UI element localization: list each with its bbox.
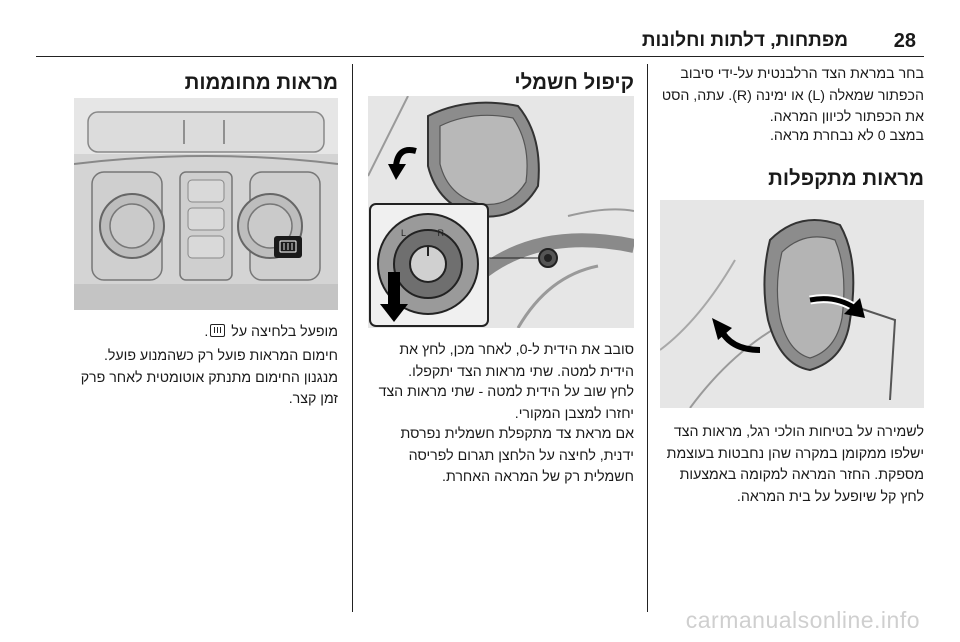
chapter-title: מפתחות, דלתות וחלונות xyxy=(641,30,848,51)
heated-mirror-controls-illustration xyxy=(74,98,338,310)
paragraph-manual-unfold: אם מראת צד מתקפלת חשמלית נפרסת ידנית, לחיצה על הלחצן תגרום לפריסה חשמלית רק של המראה האחרת. xyxy=(400,426,634,485)
paragraph-fold-instruction: סובב את הידית ל-0, לאחר מכן, לחץ את הידית למטה. שתי מראות הצד יתקפלו. xyxy=(399,342,634,380)
watermark: carmanualsonline.info xyxy=(685,607,920,633)
heading-folding-mirrors: מראות מתקפלות xyxy=(768,167,924,190)
heading-electric-folding: קיפול חשמלי xyxy=(514,71,634,94)
page-header xyxy=(36,30,924,52)
paragraph-heated-activation xyxy=(74,322,338,344)
paragraph-unfold-instruction: לחץ שוב על הידית למטה - שתי מראות הצד יחזרו למצבן המקורי. xyxy=(378,384,634,422)
activation-text: מופעל בלחיצה על xyxy=(231,324,338,340)
paragraph-select-mirror: בחר במראת הצד הרלבנטית על-ידי סיבוב הכפתור שמאלה (L) או ימינה (R). עתה, הסט את הכפתור לכיוון המראה. xyxy=(661,66,924,125)
paragraph-folding-mirrors: לשמירה על בטיחות הולכי רגל, מראות הצד ישלפו ממקומן במקרה שהן נחבטות בעוצמת מספקת. החזר המראה למקומה באמצעות לחץ קל שיופעל על בית המראה. xyxy=(666,424,924,505)
electric-folding-illustration xyxy=(368,96,634,328)
folding-mirror-illustration xyxy=(660,200,924,408)
column-divider-left xyxy=(352,64,353,612)
paragraph-heated-info: חימום המראות פועל רק כשהמנוע פועל. מנגנון החימום מתנתק אוטומטית לאחר פרק זמן קצר. xyxy=(80,348,338,407)
heading-heated-mirrors: מראות מחוממות xyxy=(184,71,338,94)
knob-label-left: L xyxy=(400,228,406,238)
paragraph-position-zero: במצב 0 לא נבחרת מראה. xyxy=(769,128,924,144)
rear-window-heating-icon xyxy=(210,324,225,337)
activation-period: . xyxy=(204,324,209,340)
knob-label-right: R xyxy=(437,228,444,238)
header-rule xyxy=(36,56,924,57)
page-number: 28 xyxy=(893,30,916,52)
column-divider-right xyxy=(647,64,648,612)
